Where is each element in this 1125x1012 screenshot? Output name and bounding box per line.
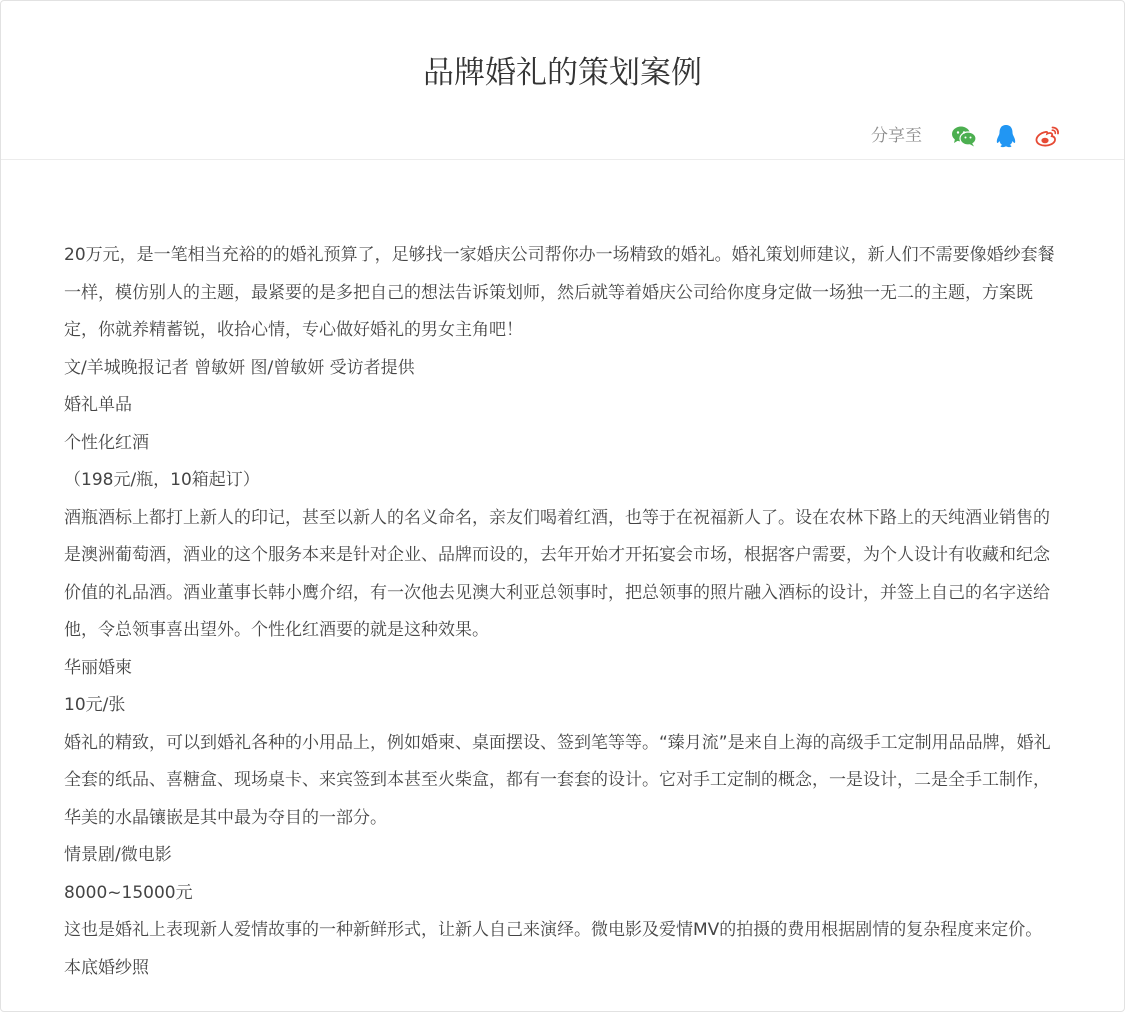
wechat-icon: [951, 125, 977, 147]
intro-paragraph: 20万元，是一笔相当充裕的的婚礼预算了，足够找一家婚庆公司帮你办一场精致的婚礼。婚礼策划师建议，新人们不需要像婚纱套餐一样，模仿别人的主题，最紧要的是多把自己的想法告诉策划师，然后就等着婚庆公司给你度身定做一场独一无二的主题，方案既定，你就养精蓄锐，收拾心情，专心做好婚礼的男女主角吧！: [64, 245, 1055, 340]
section-heading: 婚礼单品: [64, 395, 132, 415]
item-title: 情景剧/微电影: [64, 845, 172, 865]
qq-icon: [995, 124, 1017, 148]
item-title: 个性化红酒: [64, 432, 149, 453]
item-title: 本底婚纱照: [64, 957, 149, 978]
weibo-icon: [1035, 125, 1061, 147]
item-price: （198元/瓶，10箱起订）: [64, 470, 260, 490]
item-description: 这也是婚礼上表现新人爱情故事的一种新鲜形式，让新人自己来演绎。微电影及爱情MV的拍摄的费用根据剧情的复杂程度来定价。: [64, 920, 1043, 940]
share-label: 分享至: [871, 126, 922, 146]
share-wechat-button[interactable]: [950, 122, 978, 150]
item-description: 婚礼的精致，可以到婚礼各种的小用品上，例如婚柬、桌面摆设、签到笔等等。“臻月流”是来自上海的高级手工定制用品品牌，婚礼全套的纸品、喜糖盒、现场桌卡、来宾签到本甚至火柴盒，都有一套套的设计。它对手工定制的概念，一是设计，二是全手工制作，华美的水晶镶嵌是其中最为夺目的一部分。: [64, 732, 1051, 828]
article-title: 品牌婚礼的策划案例: [423, 55, 702, 91]
byline: 文/羊城晚报记者 曾敏妍 图/曾敏妍 受访者提供: [64, 357, 415, 378]
item-price: 10元/张: [64, 695, 126, 715]
share-qq-button[interactable]: [992, 122, 1020, 150]
article-header: [1, 1, 1124, 160]
item-title: 华丽婚柬: [64, 657, 132, 678]
item-price: 8000~15000元: [64, 882, 193, 903]
share-weibo-button[interactable]: [1034, 122, 1062, 150]
article-body: [64, 237, 1064, 987]
item-description: 酒瓶酒标上都打上新人的印记，甚至以新人的名义命名，亲友们喝着红酒，也等于在祝福新人了。设在农林下路上的天纯酒业销售的是澳洲葡萄酒，酒业的这个服务本来是针对企业、品牌而设的，去年开始才开拓宴会市场，根据客户需要，为个人设计有收藏和纪念价值的礼品酒。酒业董事长韩小鹰介绍，有一次他去见澳大利亚总领事时，把总领事的照片融入酒标的设计，并签上自己的名字送给他，令总领事喜出望外。个性化红酒要的就是这种效果。: [64, 507, 1050, 640]
share-bar: [871, 121, 1062, 151]
